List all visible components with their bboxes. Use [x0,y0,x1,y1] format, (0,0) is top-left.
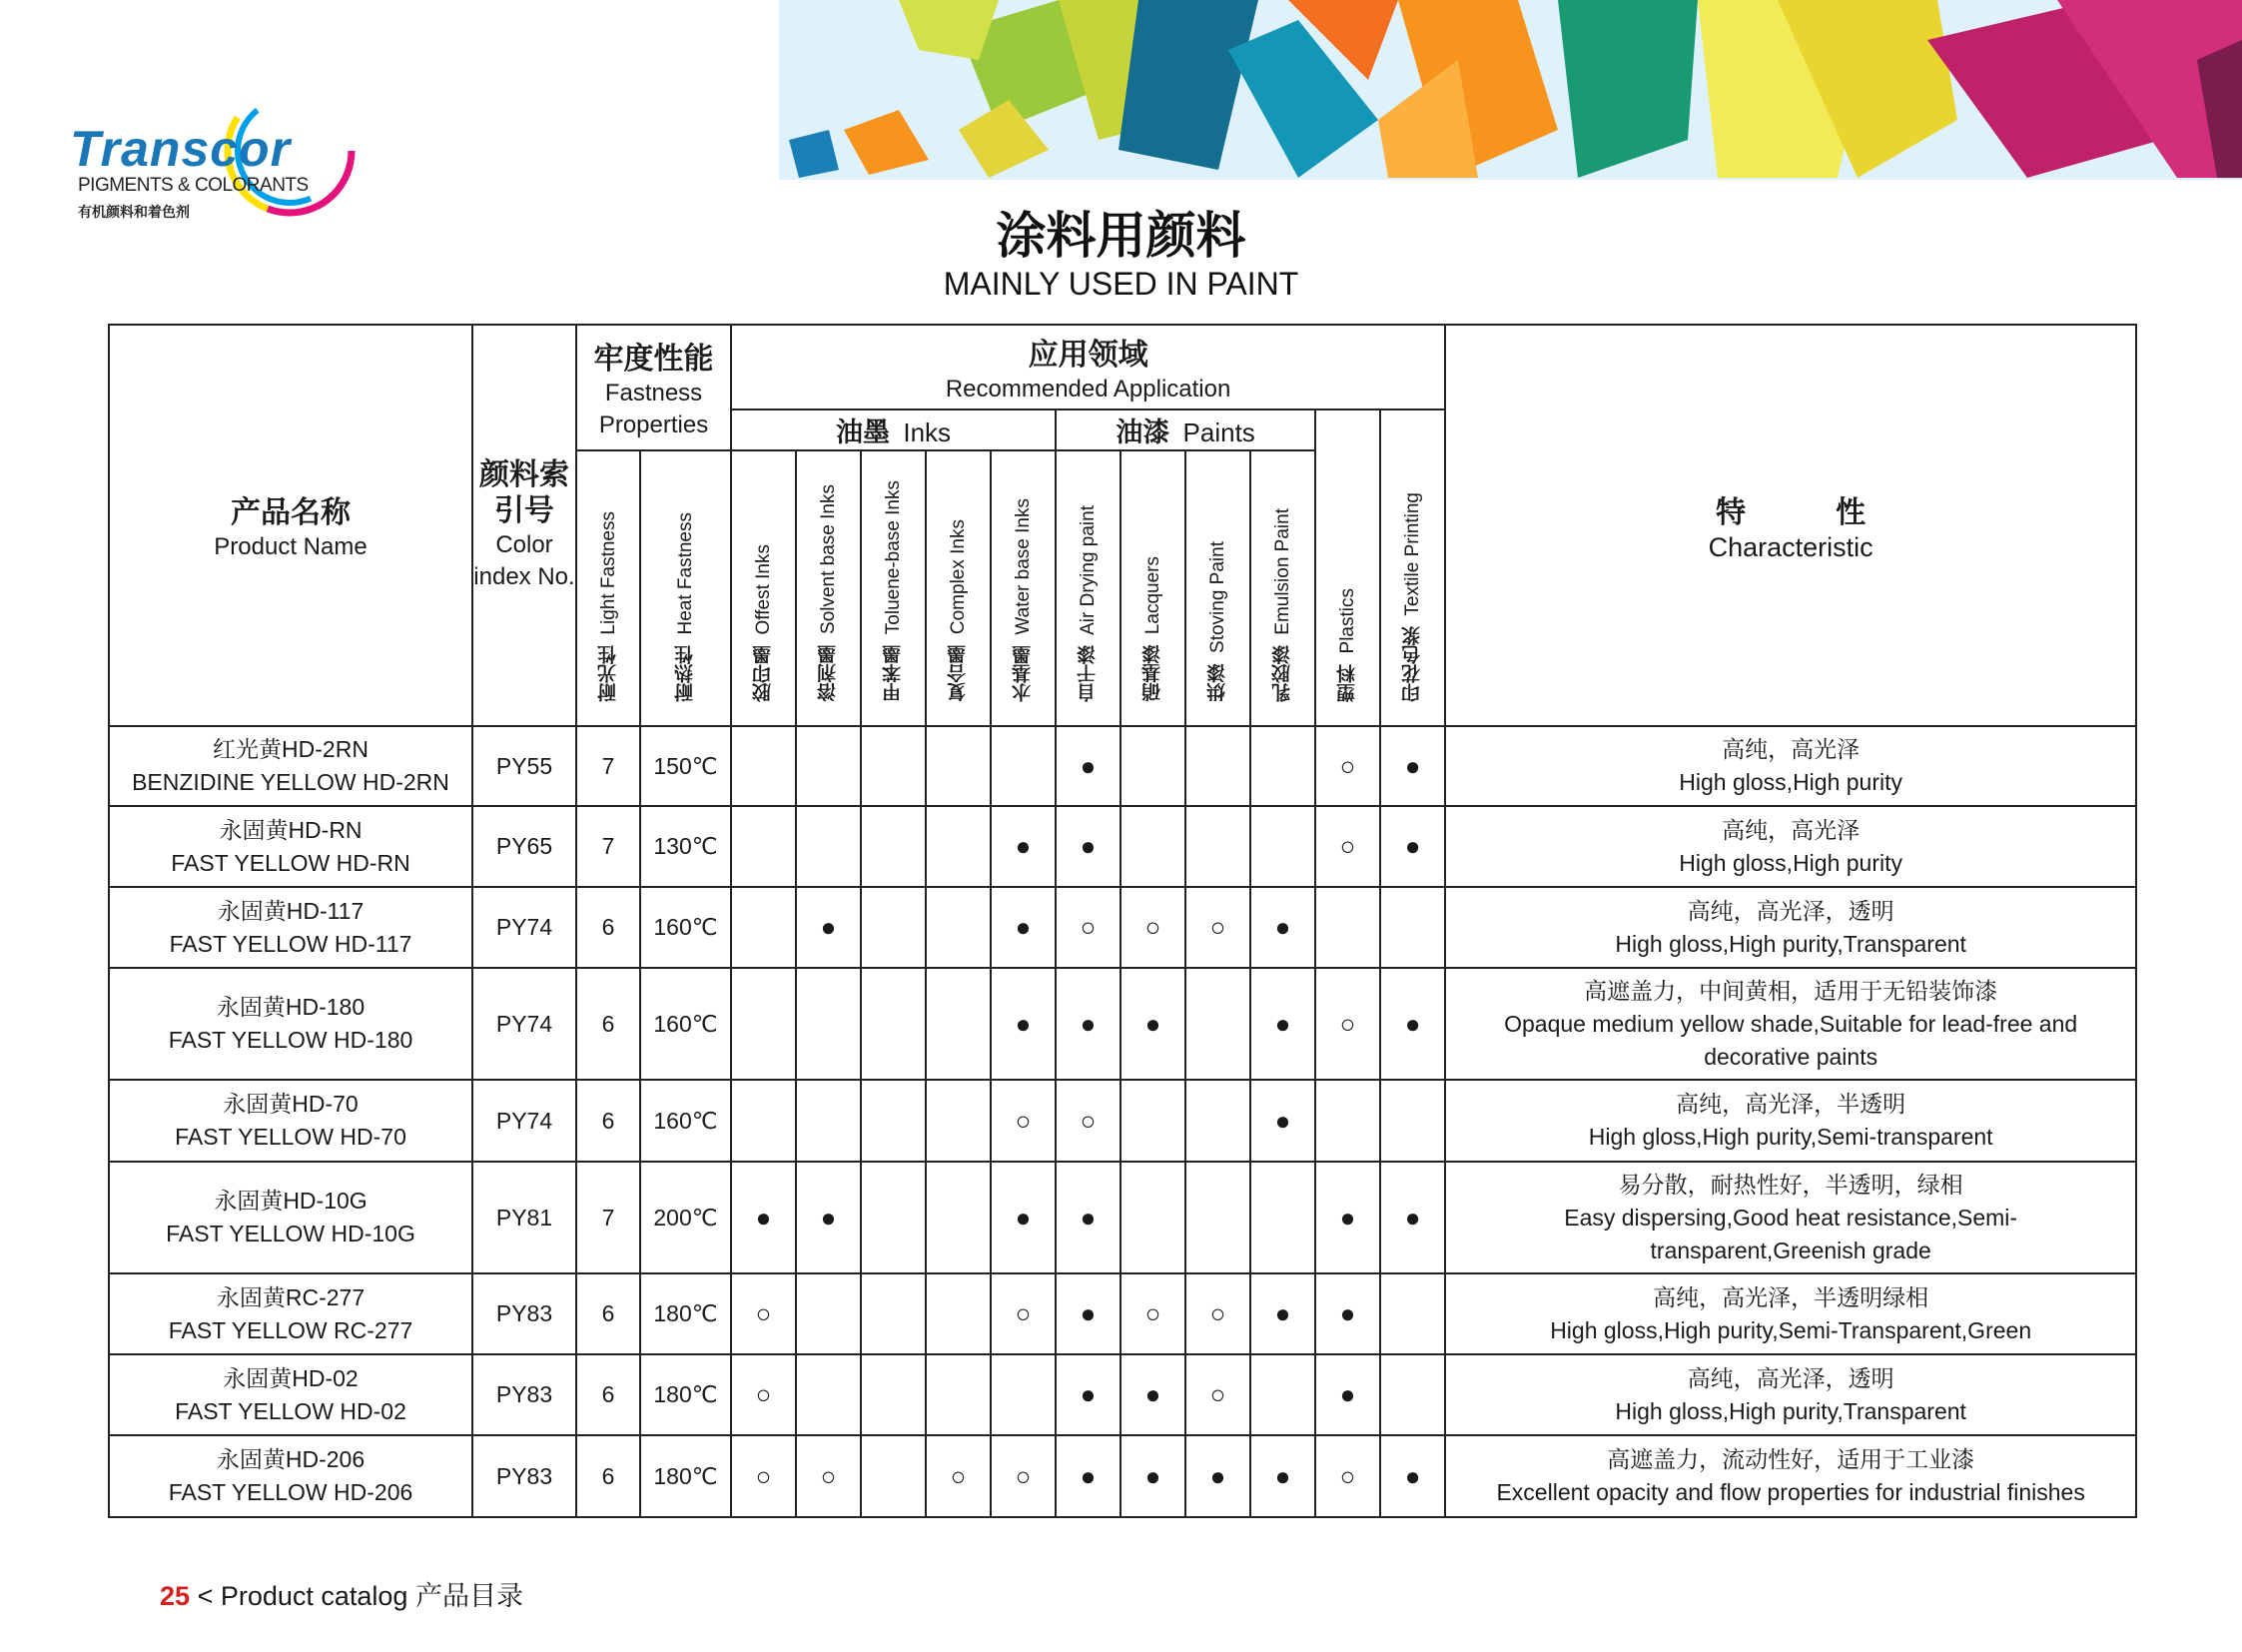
light-fastness-cell: 6 [576,887,640,968]
application-mark-cell [796,726,861,806]
application-mark-cell [1185,968,1250,1080]
characteristic-cell: 高纯，高光泽，透明 High gloss,High purity,Transparent [1445,887,2136,968]
application-mark-cell: ● [991,968,1056,1080]
application-mark-cell [1121,806,1185,887]
color-index-cell: PY74 [472,968,576,1080]
color-index-cell: PY65 [472,806,576,887]
application-mark-cell [926,887,991,968]
header-recommended-application: 应用领域 Recommended Application [731,325,1445,410]
header-col-air-drying: 自干漆 Air Drying paint [1056,450,1121,726]
product-table [108,324,2137,1518]
characteristic-cell: 易分散，耐热性好，半透明，绿相 Easy dispersing,Good heat resistance,Semi- transparent,Greenish grade [1445,1162,2136,1273]
product-name-cell: 永固黄HD-02 FAST YELLOW HD-02 [109,1354,472,1435]
header-col-water: 水基墨 Water base Inks [991,450,1056,726]
table-row [109,1354,2136,1435]
application-mark-cell [991,1354,1056,1435]
product-name-cell: 永固黄RC-277 FAST YELLOW RC-277 [109,1273,472,1354]
logo-subtitle-zh: 有机颜料和着色剂 [78,204,190,220]
application-mark-cell: ● [991,887,1056,968]
application-mark-cell [731,1080,796,1162]
application-mark-cell [1380,1354,1445,1435]
application-mark-cell: ● [1056,806,1121,887]
application-mark-cell: ○ [1315,968,1380,1080]
characteristic-cell: 高纯，高光泽，半透明绿相 High gloss,High purity,Semi-Transparent,Green [1445,1273,2136,1354]
heat-fastness-cell: 180℃ [640,1273,731,1354]
application-mark-cell [1250,1354,1315,1435]
heat-fastness-cell: 180℃ [640,1435,731,1517]
light-fastness-cell: 6 [576,1354,640,1435]
application-mark-cell [796,1273,861,1354]
application-mark-cell: ○ [1185,1273,1250,1354]
application-mark-cell: ● [1250,1273,1315,1354]
application-mark-cell: ○ [991,1080,1056,1162]
header-col-emulsion: 乳胶漆 Emulsion Paint [1250,450,1315,726]
application-mark-cell: ● [1121,1354,1185,1435]
application-mark-cell [861,1354,926,1435]
application-mark-cell [926,726,991,806]
color-index-cell: PY74 [472,887,576,968]
product-name-cell: 永固黄HD-206 FAST YELLOW HD-206 [109,1435,472,1517]
header-col-solvent: 溶剂墨 Solvent base Inks [796,450,861,726]
header-col-complex: 复合墨 Complex Inks [926,450,991,726]
application-mark-cell: ○ [1315,726,1380,806]
application-mark-cell: ● [1315,1354,1380,1435]
color-index-cell: PY55 [472,726,576,806]
application-mark-cell [1380,1080,1445,1162]
page-title-en: MAINLY USED IN PAINT [943,266,1299,302]
table-row [109,1162,2136,1273]
application-mark-cell [1185,1080,1250,1162]
application-mark-cell: ● [1250,1080,1315,1162]
characteristic-cell: 高遮盖力，流动性好，适用于工业漆 Excellent opacity and flow properties for industrial finishes [1445,1435,2136,1517]
application-mark-cell: ○ [731,1273,796,1354]
product-name-cell: 永固黄HD-180 FAST YELLOW HD-180 [109,968,472,1080]
table-row [109,887,2136,968]
application-mark-cell [796,968,861,1080]
table-row [109,968,2136,1080]
application-mark-cell: ○ [1121,1273,1185,1354]
application-mark-cell [861,1162,926,1273]
characteristic-cell: 高遮盖力，中间黄相，适用于无铅装饰漆 Opaque medium yellow shade,Suitable for lead-free and decorative paints [1445,968,2136,1080]
logo-subtitle: PIGMENTS & COLORANTS [78,175,309,196]
light-fastness-cell: 7 [576,1162,640,1273]
light-fastness-cell: 6 [576,1080,640,1162]
header-col-plastics: 塑料 Plastics [1315,410,1380,726]
application-mark-cell [1315,1080,1380,1162]
product-name-cell: 红光黄HD-2RN BENZIDINE YELLOW HD-2RN [109,726,472,806]
application-mark-cell [1185,806,1250,887]
application-mark-cell: ○ [731,1354,796,1435]
logo-wordmark: Transcor [70,121,292,177]
color-index-cell: PY81 [472,1162,576,1273]
application-mark-cell [861,887,926,968]
application-mark-cell: ● [1250,887,1315,968]
application-mark-cell [1250,726,1315,806]
header-characteristic: 特 性 Characteristic [1445,325,2136,726]
application-mark-cell: ● [1380,1435,1445,1517]
application-mark-cell: ○ [1315,806,1380,887]
color-index-cell: PY83 [472,1354,576,1435]
header-col-stoving: 烘漆 Stoving Paint [1185,450,1250,726]
light-fastness-cell: 6 [576,968,640,1080]
application-mark-cell [1185,1162,1250,1273]
application-mark-cell [926,1354,991,1435]
heat-fastness-cell: 150℃ [640,726,731,806]
table-row [109,1273,2136,1354]
heat-fastness-cell: 130℃ [640,806,731,887]
header-paints: 油漆 Paints [1056,410,1315,450]
header-col-offset: 胶印墨 Offest Inks [731,450,796,726]
header-inks: 油墨 Inks [731,410,1056,450]
characteristic-cell: 高纯，高光泽，透明 High gloss,High purity,Transparent [1445,1354,2136,1435]
product-name-cell: 永固黄HD-RN FAST YELLOW HD-RN [109,806,472,887]
application-mark-cell [861,968,926,1080]
heat-fastness-cell: 180℃ [640,1354,731,1435]
table-row [109,806,2136,887]
application-mark-cell [731,887,796,968]
application-mark-cell: ○ [1056,887,1121,968]
application-mark-cell [1380,1273,1445,1354]
product-name-cell: 永固黄HD-117 FAST YELLOW HD-117 [109,887,472,968]
application-mark-cell: ● [1250,968,1315,1080]
application-mark-cell: ● [1056,1162,1121,1273]
application-mark-cell: ○ [991,1435,1056,1517]
application-mark-cell [1185,726,1250,806]
application-mark-cell: ● [1315,1273,1380,1354]
header-col-light: 耐光性 Light Fastness [576,450,640,726]
page-title-zh: 涂料用颜料 [996,208,1246,264]
characteristic-cell: 高纯，高光泽，半透明 High gloss,High purity,Semi-transparent [1445,1080,2136,1162]
application-mark-cell: ○ [731,1435,796,1517]
application-mark-cell [796,1354,861,1435]
application-mark-cell: ● [796,1162,861,1273]
application-mark-cell: ● [1380,968,1445,1080]
header-fastness: 牢度性能 Fastness Properties [576,325,731,450]
page-footer [160,1574,523,1613]
application-mark-cell: ● [1121,968,1185,1080]
application-mark-cell: ● [1056,968,1121,1080]
header-col-lacquers: 硝基漆 Lacquers [1121,450,1185,726]
heat-fastness-cell: 160℃ [640,968,731,1080]
light-fastness-cell: 7 [576,806,640,887]
application-mark-cell [861,726,926,806]
application-mark-cell: ● [991,1162,1056,1273]
application-mark-cell: ○ [1121,887,1185,968]
application-mark-cell: ○ [796,1435,861,1517]
application-mark-cell [1250,806,1315,887]
application-mark-cell: ○ [926,1435,991,1517]
table-row [109,1435,2136,1517]
application-mark-cell: ○ [1056,1080,1121,1162]
header-color-index: 颜料索引号 Color index No. [472,325,576,726]
application-mark-cell [1380,887,1445,968]
application-mark-cell: ● [1250,1435,1315,1517]
heat-fastness-cell: 160℃ [640,1080,731,1162]
header-col-heat: 耐热性 Heat Fastness [640,450,731,726]
product-name-cell: 永固黄HD-10G FAST YELLOW HD-10G [109,1162,472,1273]
header-col-textile: 印花色浆 Textile Printing [1380,410,1445,726]
color-index-cell: PY83 [472,1273,576,1354]
application-mark-cell [796,1080,861,1162]
application-mark-cell [731,806,796,887]
application-mark-cell: ● [1121,1435,1185,1517]
application-mark-cell [861,1273,926,1354]
application-mark-cell [1121,726,1185,806]
application-mark-cell: ● [731,1162,796,1273]
product-name-cell: 永固黄HD-70 FAST YELLOW HD-70 [109,1080,472,1162]
application-mark-cell: ○ [1185,887,1250,968]
application-mark-cell [1315,887,1380,968]
application-mark-cell: ● [1380,726,1445,806]
header-product-name: 产品名称 Product Name [109,325,472,726]
characteristic-cell: 高纯，高光泽 High gloss,High purity [1445,726,2136,806]
application-mark-cell [861,806,926,887]
color-index-cell: PY74 [472,1080,576,1162]
application-mark-cell [861,1435,926,1517]
characteristic-cell: 高纯，高光泽 High gloss,High purity [1445,806,2136,887]
table-row [109,1080,2136,1162]
application-mark-cell [926,968,991,1080]
application-mark-cell [926,806,991,887]
application-mark-cell [926,1080,991,1162]
application-mark-cell [731,726,796,806]
heat-fastness-cell: 200℃ [640,1162,731,1273]
application-mark-cell: ● [1056,1354,1121,1435]
page-number: 25 [160,1581,191,1611]
footer-text: < Product catalog 产品目录 [197,1581,523,1611]
application-mark-cell [861,1080,926,1162]
application-mark-cell: ● [1056,1435,1121,1517]
application-mark-cell [1121,1080,1185,1162]
application-mark-cell: ● [1380,1162,1445,1273]
light-fastness-cell: 7 [576,726,640,806]
application-mark-cell [1250,1162,1315,1273]
application-mark-cell [926,1273,991,1354]
application-mark-cell: ○ [991,1273,1056,1354]
application-mark-cell: ● [1185,1435,1250,1517]
application-mark-cell: ● [1315,1162,1380,1273]
application-mark-cell: ● [1056,726,1121,806]
application-mark-cell: ○ [1185,1354,1250,1435]
header-col-toluene: 甲苯墨 Toluene-base Inks [861,450,926,726]
light-fastness-cell: 6 [576,1435,640,1517]
light-fastness-cell: 6 [576,1273,640,1354]
application-mark-cell [991,726,1056,806]
application-mark-cell [731,968,796,1080]
table-row [109,726,2136,806]
application-mark-cell [1121,1162,1185,1273]
application-mark-cell: ● [1380,806,1445,887]
application-mark-cell: ● [991,806,1056,887]
application-mark-cell: ● [796,887,861,968]
application-mark-cell: ○ [1315,1435,1380,1517]
application-mark-cell: ● [1056,1273,1121,1354]
application-mark-cell [926,1162,991,1273]
heat-fastness-cell: 160℃ [640,887,731,968]
application-mark-cell [796,806,861,887]
color-index-cell: PY83 [472,1435,576,1517]
